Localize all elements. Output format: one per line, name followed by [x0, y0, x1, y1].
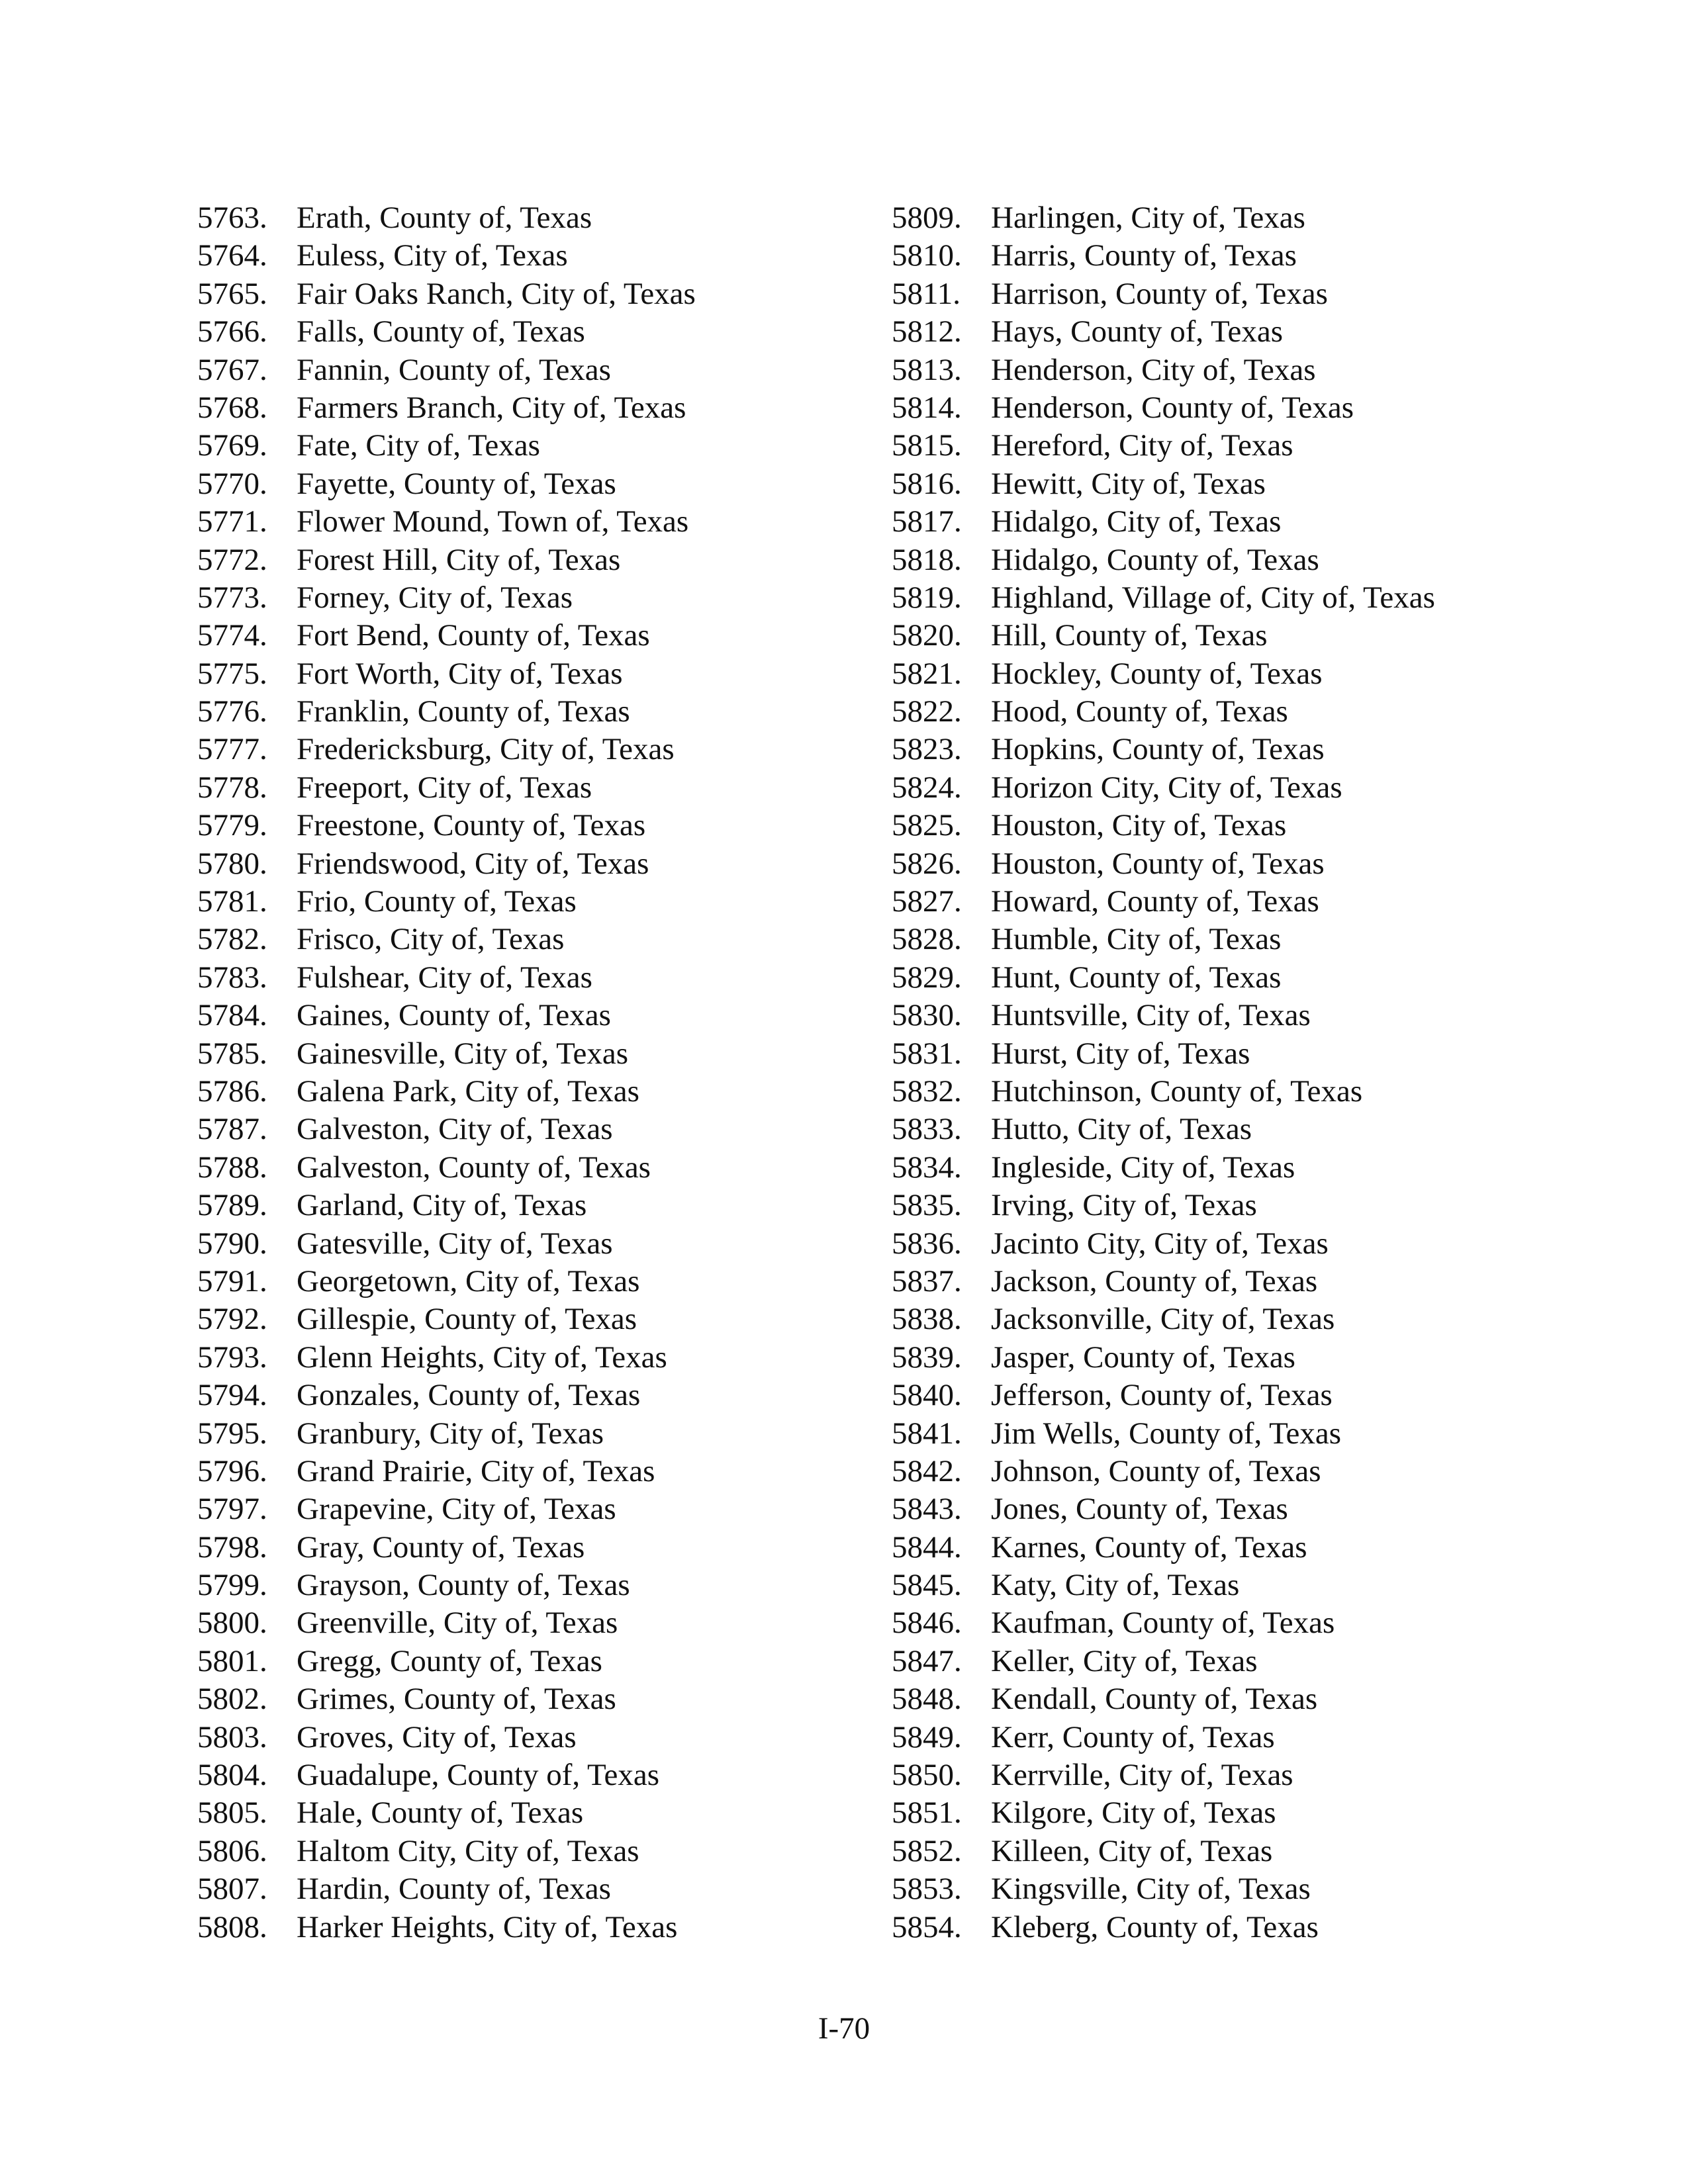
entry-number: 5777. [197, 732, 267, 767]
entry-name: Galveston, City of, Texas [297, 1112, 613, 1147]
list-item [197, 655, 859, 693]
list-item [892, 237, 1653, 275]
entry-number: 5801. [197, 1643, 267, 1678]
entry-number: 5774. [197, 618, 267, 653]
page-number: I-70 [818, 2011, 870, 2046]
entry-name: Jacinto City, City of, Texas [991, 1226, 1329, 1261]
entry-name: Haltom City, City of, Texas [297, 1833, 639, 1868]
entry-number: 5829. [892, 960, 962, 995]
entry-number: 5826. [892, 846, 962, 881]
list-item [197, 1225, 859, 1263]
entry-number: 5846. [892, 1606, 962, 1641]
entry-name: Gainesville, City of, Texas [297, 1036, 629, 1071]
list-item [892, 1453, 1653, 1490]
list-item [197, 1377, 859, 1414]
entry-number: 5763. [197, 201, 267, 235]
list-item [892, 1604, 1653, 1642]
list-item [197, 1833, 859, 1870]
entry-name: Granbury, City of, Texas [297, 1416, 604, 1451]
list-item [197, 845, 859, 883]
list-item [197, 1415, 859, 1453]
entry-number: 5799. [197, 1568, 267, 1603]
list-item [892, 1225, 1653, 1263]
entry-name: Glenn Heights, City of, Texas [297, 1340, 667, 1375]
entry-number: 5847. [892, 1643, 962, 1678]
list-item [197, 1111, 859, 1148]
entry-name: Harrison, County of, Texas [991, 276, 1328, 311]
entry-number: 5822. [892, 694, 962, 729]
list-item [892, 503, 1653, 541]
right-column-list [892, 199, 1653, 1946]
list-item [197, 693, 859, 731]
list-item [892, 1529, 1653, 1567]
entry-number: 5783. [197, 960, 267, 995]
list-item [197, 313, 859, 351]
entry-name: Hereford, City of, Texas [991, 428, 1293, 463]
entry-number: 5833. [892, 1112, 962, 1147]
list-item [892, 731, 1653, 768]
entry-name: Ingleside, City of, Texas [991, 1150, 1295, 1185]
list-item [892, 1377, 1653, 1414]
entry-number: 5775. [197, 656, 267, 691]
entry-name: Freeport, City of, Texas [297, 770, 592, 805]
list-item [892, 1909, 1653, 1946]
entry-number: 5842. [892, 1453, 962, 1488]
entry-number: 5786. [197, 1073, 267, 1109]
entry-name: Gatesville, City of, Texas [297, 1226, 613, 1261]
entry-number: 5825. [892, 808, 962, 843]
entry-name: Jefferson, County of, Texas [991, 1378, 1333, 1413]
entry-number: 5817. [892, 504, 962, 539]
list-item [892, 1680, 1653, 1718]
list-item [892, 1719, 1653, 1756]
entry-number: 5820. [892, 618, 962, 653]
entry-number: 5802. [197, 1682, 267, 1717]
list-item [197, 389, 859, 427]
list-item [197, 1263, 859, 1300]
entry-number: 5831. [892, 1036, 962, 1071]
entry-name: Euless, City of, Texas [297, 238, 568, 273]
entry-name: Hood, County of, Texas [991, 694, 1288, 729]
entry-name: Hutto, City of, Texas [991, 1112, 1252, 1147]
entry-name: Hewitt, City of, Texas [991, 466, 1266, 501]
list-item [892, 921, 1653, 958]
entry-name: Kerr, County of, Texas [991, 1719, 1275, 1754]
entry-number: 5815. [892, 428, 962, 463]
entry-name: Hidalgo, City of, Texas [991, 504, 1282, 539]
entry-number: 5766. [197, 314, 267, 349]
entry-name: Killeen, City of, Texas [991, 1833, 1273, 1868]
entry-number: 5798. [197, 1529, 267, 1565]
entry-name: Horizon City, City of, Texas [991, 770, 1342, 805]
list-item [197, 199, 859, 237]
entry-name: Freestone, County of, Texas [297, 808, 646, 843]
entry-name: Harris, County of, Texas [991, 238, 1297, 273]
list-item [197, 617, 859, 655]
entry-number: 5787. [197, 1112, 267, 1147]
list-item [892, 351, 1653, 389]
entry-name: Hunt, County of, Texas [991, 960, 1282, 995]
entry-name: Henderson, City of, Texas [991, 352, 1316, 387]
entry-name: Hurst, City of, Texas [991, 1036, 1250, 1071]
list-item [197, 921, 859, 958]
list-item [892, 1567, 1653, 1604]
list-item [892, 997, 1653, 1034]
list-item [892, 465, 1653, 503]
entry-number: 5779. [197, 808, 267, 843]
entry-name: Forest Hill, City of, Texas [297, 542, 621, 577]
entry-name: Hutchinson, County of, Texas [991, 1073, 1363, 1109]
list-item [892, 1149, 1653, 1187]
entry-name: Gregg, County of, Texas [297, 1643, 602, 1678]
entry-number: 5770. [197, 466, 267, 501]
entry-name: Grapevine, City of, Texas [297, 1492, 616, 1527]
entry-name: Franklin, County of, Texas [297, 694, 630, 729]
entry-number: 5810. [892, 238, 962, 273]
entry-name: Fulshear, City of, Texas [297, 960, 592, 995]
entry-number: 5797. [197, 1492, 267, 1527]
entry-number: 5811. [892, 276, 961, 311]
entry-name: Karnes, County of, Texas [991, 1529, 1307, 1565]
entry-number: 5776. [197, 694, 267, 729]
entry-name: Garland, City of, Texas [297, 1188, 587, 1223]
entry-number: 5781. [197, 884, 267, 919]
entry-number: 5849. [892, 1719, 962, 1754]
entry-name: Kingsville, City of, Texas [991, 1872, 1311, 1907]
entry-number: 5806. [197, 1833, 267, 1868]
entry-name: Humble, City of, Texas [991, 922, 1282, 957]
entry-name: Fate, City of, Texas [297, 428, 540, 463]
entry-number: 5790. [197, 1226, 267, 1261]
entry-name: Kleberg, County of, Texas [991, 1909, 1319, 1944]
entry-number: 5840. [892, 1378, 962, 1413]
entry-number: 5772. [197, 542, 267, 577]
entry-number: 5767. [197, 352, 267, 387]
entry-number: 5838. [892, 1302, 962, 1337]
list-item [197, 579, 859, 617]
entry-number: 5821. [892, 656, 962, 691]
list-item [197, 1073, 859, 1111]
list-item [197, 541, 859, 579]
entry-name: Jacksonville, City of, Texas [991, 1302, 1335, 1337]
entry-number: 5809. [892, 201, 962, 235]
entry-number: 5835. [892, 1188, 962, 1223]
list-item [892, 693, 1653, 731]
list-item [197, 1680, 859, 1718]
entry-number: 5816. [892, 466, 962, 501]
entry-name: Hockley, County of, Texas [991, 656, 1323, 691]
entry-number: 5824. [892, 770, 962, 805]
entry-number: 5792. [197, 1302, 267, 1337]
entry-number: 5854. [892, 1909, 962, 1944]
entry-name: Fort Worth, City of, Texas [297, 656, 623, 691]
entry-number: 5823. [892, 732, 962, 767]
entry-name: Fair Oaks Ranch, City of, Texas [297, 276, 696, 311]
entry-number: 5794. [197, 1378, 267, 1413]
entry-number: 5796. [197, 1453, 267, 1488]
entry-name: Fort Bend, County of, Texas [297, 618, 650, 653]
list-item [197, 807, 859, 844]
entry-name: Erath, County of, Texas [297, 201, 592, 235]
entry-name: Forney, City of, Texas [297, 580, 573, 615]
entry-number: 5853. [892, 1872, 962, 1907]
entry-number: 5848. [892, 1682, 962, 1717]
list-item [197, 769, 859, 807]
entry-name: Howard, County of, Texas [991, 884, 1319, 919]
entry-name: Harlingen, City of, Texas [991, 201, 1305, 235]
list-item [892, 1111, 1653, 1148]
entry-number: 5813. [892, 352, 962, 387]
entry-name: Kilgore, City of, Texas [991, 1796, 1276, 1831]
entry-number: 5780. [197, 846, 267, 881]
entry-number: 5807. [197, 1872, 267, 1907]
entry-name: Friendswood, City of, Texas [297, 846, 649, 881]
entry-name: Hays, County of, Texas [991, 314, 1283, 349]
entry-number: 5850. [892, 1758, 962, 1793]
entry-number: 5764. [197, 238, 267, 273]
entry-number: 5832. [892, 1073, 962, 1109]
entry-name: Houston, County of, Texas [991, 846, 1325, 881]
entry-name: Frio, County of, Texas [297, 884, 577, 919]
entry-number: 5843. [892, 1492, 962, 1527]
list-item [197, 1870, 859, 1908]
entry-name: Greenville, City of, Texas [297, 1606, 618, 1641]
entry-number: 5844. [892, 1529, 962, 1565]
list-item [197, 1756, 859, 1794]
list-item [197, 1035, 859, 1073]
entry-name: Gillespie, County of, Texas [297, 1302, 637, 1337]
entry-name: Huntsville, City of, Texas [991, 998, 1311, 1033]
entry-number: 5845. [892, 1568, 962, 1603]
entry-name: Groves, City of, Texas [297, 1719, 577, 1754]
list-item [892, 427, 1653, 465]
list-item [892, 579, 1653, 617]
list-item [197, 1453, 859, 1490]
list-item [892, 1756, 1653, 1794]
list-item [892, 883, 1653, 921]
entry-number: 5782. [197, 922, 267, 957]
entry-number: 5837. [892, 1263, 962, 1298]
entry-number: 5841. [892, 1416, 962, 1451]
list-item [892, 1187, 1653, 1224]
entry-name: Jones, County of, Texas [991, 1492, 1288, 1527]
entry-name: Grayson, County of, Texas [297, 1568, 630, 1603]
entry-name: Irving, City of, Texas [991, 1188, 1257, 1223]
entry-name: Jim Wells, County of, Texas [991, 1416, 1342, 1451]
list-item [892, 769, 1653, 807]
list-item [197, 1794, 859, 1832]
entry-name: Jasper, County of, Texas [991, 1340, 1295, 1375]
entry-name: Keller, City of, Texas [991, 1643, 1258, 1678]
entry-number: 5793. [197, 1340, 267, 1375]
list-item [892, 1870, 1653, 1908]
entry-number: 5836. [892, 1226, 962, 1261]
list-item [892, 617, 1653, 655]
list-item [892, 1833, 1653, 1870]
entry-name: Frisco, City of, Texas [297, 922, 565, 957]
entry-number: 5819. [892, 580, 962, 615]
list-item [197, 959, 859, 997]
entry-name: Grand Prairie, City of, Texas [297, 1453, 655, 1488]
list-item [197, 1149, 859, 1187]
entry-name: Johnson, County of, Texas [991, 1453, 1321, 1488]
list-item [197, 1567, 859, 1604]
entry-number: 5830. [892, 998, 962, 1033]
list-item [197, 1643, 859, 1680]
list-item [892, 1035, 1653, 1073]
list-item [892, 1073, 1653, 1111]
list-item [197, 503, 859, 541]
entry-number: 5765. [197, 276, 267, 311]
entry-number: 5818. [892, 542, 962, 577]
entry-name: Harker Heights, City of, Texas [297, 1909, 678, 1944]
list-item [197, 1187, 859, 1224]
list-item [892, 1490, 1653, 1528]
entry-number: 5804. [197, 1758, 267, 1793]
list-item [197, 1909, 859, 1946]
entry-name: Fayette, County of, Texas [297, 466, 616, 501]
list-item [197, 731, 859, 768]
entry-number: 5805. [197, 1796, 267, 1831]
list-item [892, 807, 1653, 844]
entry-name: Gonzales, County of, Texas [297, 1378, 641, 1413]
entry-number: 5834. [892, 1150, 962, 1185]
list-item [197, 427, 859, 465]
list-item [892, 1643, 1653, 1680]
list-item [197, 997, 859, 1034]
entry-name: Henderson, County of, Texas [991, 390, 1354, 425]
entry-name: Jackson, County of, Texas [991, 1263, 1318, 1298]
list-item [197, 351, 859, 389]
entry-number: 5771. [197, 504, 267, 539]
entry-name: Hidalgo, County of, Texas [991, 542, 1319, 577]
list-item [197, 237, 859, 275]
list-item [892, 1339, 1653, 1377]
list-item [197, 1529, 859, 1567]
entry-name: Georgetown, City of, Texas [297, 1263, 640, 1298]
entry-number: 5785. [197, 1036, 267, 1071]
entry-number: 5773. [197, 580, 267, 615]
list-item [197, 1604, 859, 1642]
entry-number: 5795. [197, 1416, 267, 1451]
entry-name: Kaufman, County of, Texas [991, 1606, 1335, 1641]
entry-name: Fredericksburg, City of, Texas [297, 732, 675, 767]
entry-name: Kerrville, City of, Texas [991, 1758, 1293, 1793]
list-item [892, 655, 1653, 693]
list-item [197, 1339, 859, 1377]
entry-name: Gray, County of, Texas [297, 1529, 585, 1565]
entry-name: Grimes, County of, Texas [297, 1682, 616, 1717]
entry-name: Hill, County of, Texas [991, 618, 1268, 653]
entry-name: Falls, County of, Texas [297, 314, 585, 349]
entry-number: 5812. [892, 314, 962, 349]
list-item [892, 1300, 1653, 1338]
left-column-list [197, 199, 859, 1946]
list-item [197, 1300, 859, 1338]
entry-number: 5800. [197, 1606, 267, 1641]
entry-number: 5791. [197, 1263, 267, 1298]
list-item [892, 313, 1653, 351]
entry-name: Hale, County of, Texas [297, 1796, 584, 1831]
list-item [892, 1794, 1653, 1832]
entry-number: 5803. [197, 1719, 267, 1754]
entry-number: 5778. [197, 770, 267, 805]
entry-name: Houston, City of, Texas [991, 808, 1287, 843]
list-item [197, 1490, 859, 1528]
entry-number: 5768. [197, 390, 267, 425]
list-item [197, 1719, 859, 1756]
list-item [892, 275, 1653, 313]
list-item [892, 1263, 1653, 1300]
entry-name: Highland, Village of, City of, Texas [991, 580, 1435, 615]
entry-number: 5788. [197, 1150, 267, 1185]
entry-name: Hopkins, County of, Texas [991, 732, 1325, 767]
list-item [892, 199, 1653, 237]
list-item [197, 883, 859, 921]
entry-name: Fannin, County of, Texas [297, 352, 611, 387]
list-item [892, 541, 1653, 579]
entry-name: Galveston, County of, Texas [297, 1150, 651, 1185]
entry-number: 5828. [892, 922, 962, 957]
list-item [892, 959, 1653, 997]
entry-number: 5827. [892, 884, 962, 919]
entry-number: 5839. [892, 1340, 962, 1375]
entry-name: Farmers Branch, City of, Texas [297, 390, 686, 425]
entry-name: Hardin, County of, Texas [297, 1872, 611, 1907]
entry-name: Flower Mound, Town of, Texas [297, 504, 689, 539]
entry-name: Guadalupe, County of, Texas [297, 1758, 659, 1793]
list-item [892, 389, 1653, 427]
entry-number: 5784. [197, 998, 267, 1033]
entry-number: 5852. [892, 1833, 962, 1868]
entry-name: Kendall, County of, Texas [991, 1682, 1318, 1717]
entry-name: Gaines, County of, Texas [297, 998, 611, 1033]
entry-number: 5851. [892, 1796, 962, 1831]
list-item [197, 275, 859, 313]
entry-number: 5808. [197, 1909, 267, 1944]
entry-number: 5789. [197, 1188, 267, 1223]
entry-name: Katy, City of, Texas [991, 1568, 1240, 1603]
list-item [197, 465, 859, 503]
list-item [892, 1415, 1653, 1453]
entry-number: 5769. [197, 428, 267, 463]
entry-number: 5814. [892, 390, 962, 425]
entry-name: Galena Park, City of, Texas [297, 1073, 639, 1109]
list-item [892, 845, 1653, 883]
